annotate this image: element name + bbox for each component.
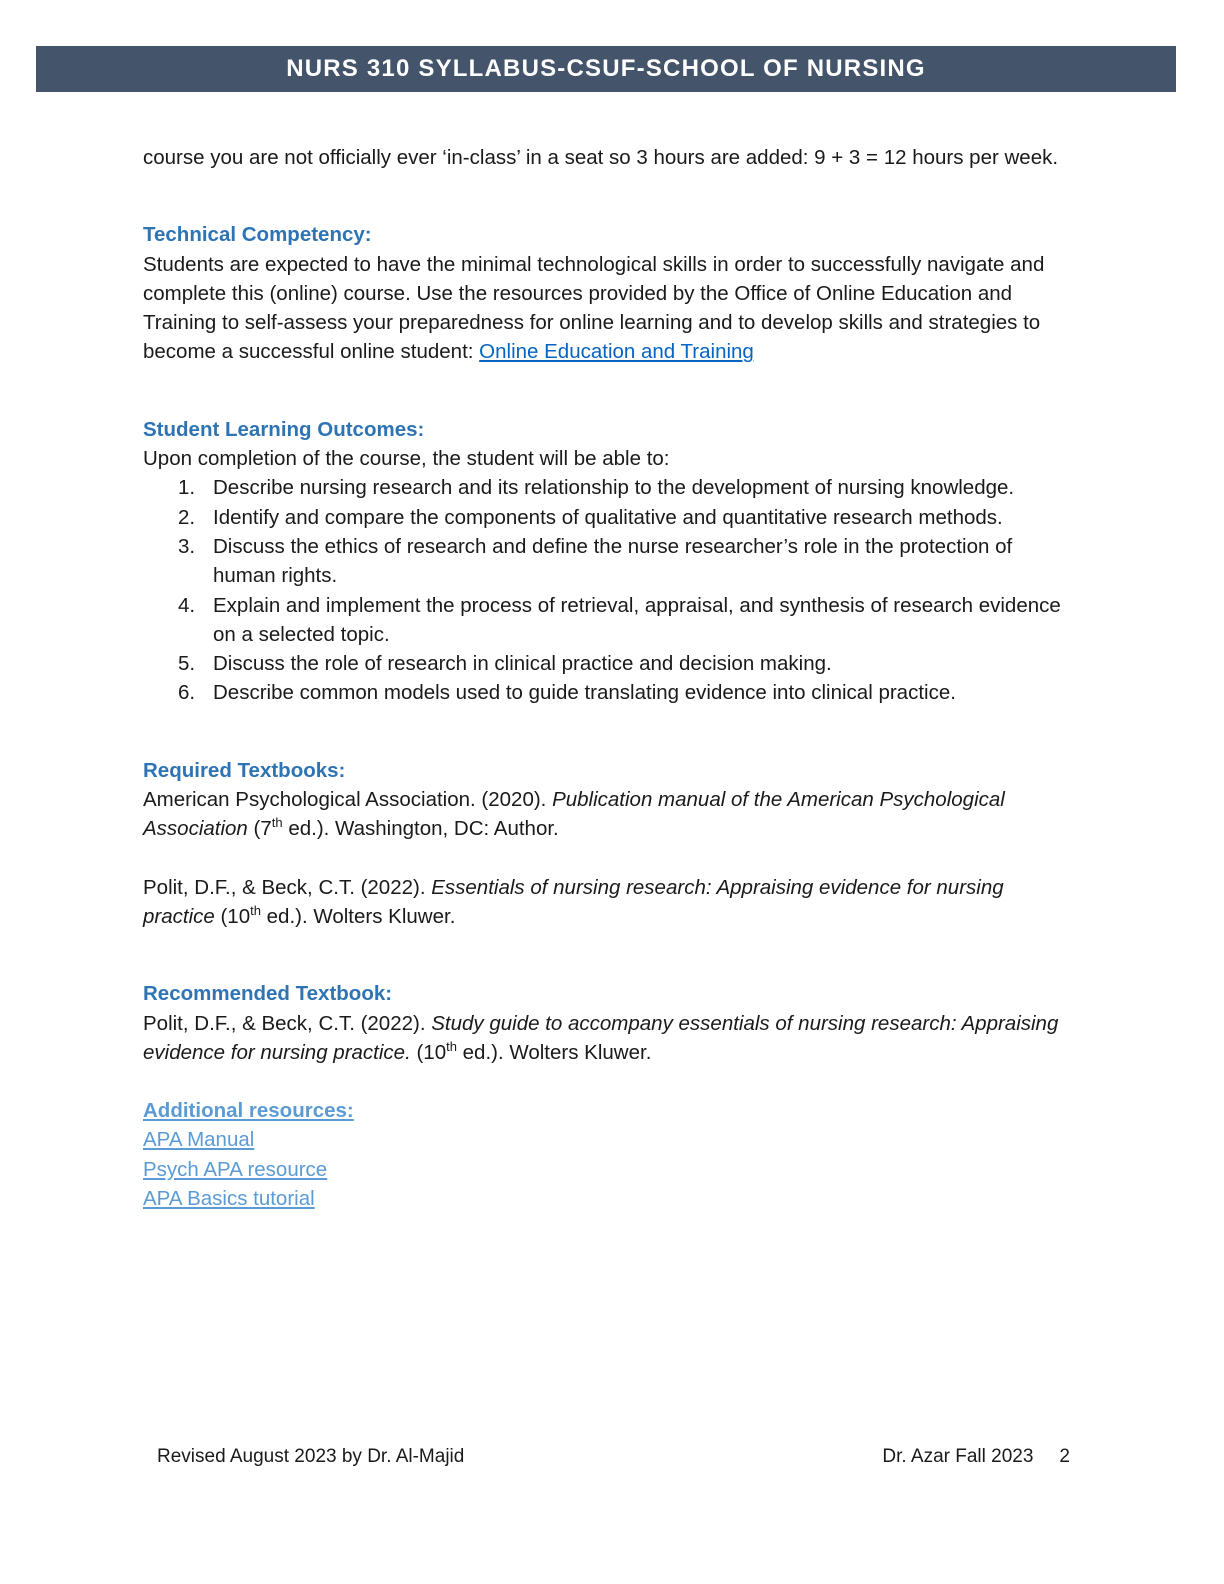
online-education-link[interactable]: Online Education and Training xyxy=(479,340,754,364)
list-item-text: Identify and compare the components of qualitative and quantitative research methods. xyxy=(213,505,1003,529)
technical-competency-paragraph xyxy=(143,250,1078,367)
technical-competency-text: Students are expected to have the minimal technological skills in order to successfully navigate and complete this (online) course. Use the resources provided by the Office of Online Education and Training to self-assess your preparedness for online learning and to develop skills and strategies to become a successful online student: xyxy=(143,252,1045,364)
citation-publisher: ed.). Wolters Kluwer. xyxy=(260,904,456,928)
citation-title: Publication manual of the American Psychological Association xyxy=(143,788,1005,841)
footer-revision: Revised August 2023 by Dr. Al-Majid xyxy=(157,1446,465,1467)
citation-prefix: American Psychological Association. (2020). xyxy=(143,788,553,812)
list-item-text: Describe nursing research and its relationship to the development of nursing knowledge. xyxy=(213,476,1015,500)
citation-prefix: Polit, D.F., & Beck, C.T. (2022). xyxy=(143,875,432,899)
list-item xyxy=(143,649,1078,678)
citation-edition-suffix: th xyxy=(446,1039,457,1054)
list-item xyxy=(143,532,1078,591)
required-textbook-apa xyxy=(143,785,1078,844)
list-item-text: Discuss the role of research in clinical practice and decision making. xyxy=(213,652,832,676)
citation-prefix: Polit, D.F., & Beck, C.T. (2022). xyxy=(143,1011,432,1035)
citation-title: Essentials of nursing research: Appraising evidence for nursing practice xyxy=(143,875,1004,928)
list-item-number: 1. xyxy=(178,476,196,500)
technical-competency-heading: Technical Competency: xyxy=(143,223,372,247)
psych-apa-resource-link[interactable]: Psych APA resource xyxy=(143,1157,328,1181)
learning-outcomes-intro: Upon completion of the course, the student will be able to: xyxy=(143,447,670,471)
citation-publisher: ed.). Washington, DC: Author. xyxy=(282,817,559,841)
list-item-number: 2. xyxy=(178,505,196,529)
citation-edition: (7 xyxy=(247,817,272,841)
page-content xyxy=(143,143,1078,1213)
list-item-text: Describe common models used to guide translating evidence into clinical practice. xyxy=(213,681,956,705)
list-item-text: Explain and implement the process of retrieval, appraisal, and synthesis of research evidence on a selected topic. xyxy=(213,593,1061,646)
list-item-number: 5. xyxy=(178,652,196,676)
intro-paragraph: course you are not officially ever ‘in-class’ in a seat so 3 hours are added: 9 + 3 = 12 hours per week. xyxy=(143,146,1059,169)
list-item xyxy=(143,503,1078,532)
list-item xyxy=(143,591,1078,650)
learning-outcomes-list xyxy=(143,473,1078,707)
apa-basics-tutorial-link[interactable]: APA Basics tutorial xyxy=(143,1187,315,1211)
recommended-textbook-citation xyxy=(143,1009,1078,1068)
footer-right xyxy=(882,1446,1070,1468)
list-item-text: Discuss the ethics of research and define the nurse researcher’s role in the protection of human rights. xyxy=(213,534,1013,588)
citation-edition: (10 xyxy=(214,904,251,928)
list-item xyxy=(143,678,1078,707)
page-footer xyxy=(157,1446,1070,1468)
recommended-textbook-heading: Recommended Textbook: xyxy=(143,982,393,1006)
learning-outcomes-heading: Student Learning Outcomes: xyxy=(143,417,425,441)
apa-manual-link[interactable]: APA Manual xyxy=(143,1128,255,1152)
citation-title: Study guide to accompany essentials of nursing research: Appraising evidence for nursing practice. xyxy=(143,1011,1059,1064)
citation-publisher: ed.). Wolters Kluwer. xyxy=(456,1040,652,1064)
list-item-number: 3. xyxy=(178,534,196,558)
citation-edition: (10 xyxy=(410,1040,447,1064)
header-title: NURS 310 SYLLABUS-CSUF-SCHOOL OF NURSING xyxy=(286,55,926,82)
required-textbook-polit xyxy=(143,873,1078,932)
required-textbooks-heading: Required Textbooks: xyxy=(143,758,346,782)
citation-edition-suffix: th xyxy=(250,903,261,919)
citation-edition-suffix: th xyxy=(271,815,283,831)
page-number: 2 xyxy=(1059,1446,1070,1467)
additional-resources-link[interactable]: Additional resources: xyxy=(143,1099,354,1123)
document-header xyxy=(36,46,1176,92)
list-item-number: 6. xyxy=(178,681,196,705)
list-item xyxy=(143,473,1078,502)
list-item-number: 4. xyxy=(178,593,196,617)
footer-instructor: Dr. Azar Fall 2023 xyxy=(882,1446,1034,1467)
